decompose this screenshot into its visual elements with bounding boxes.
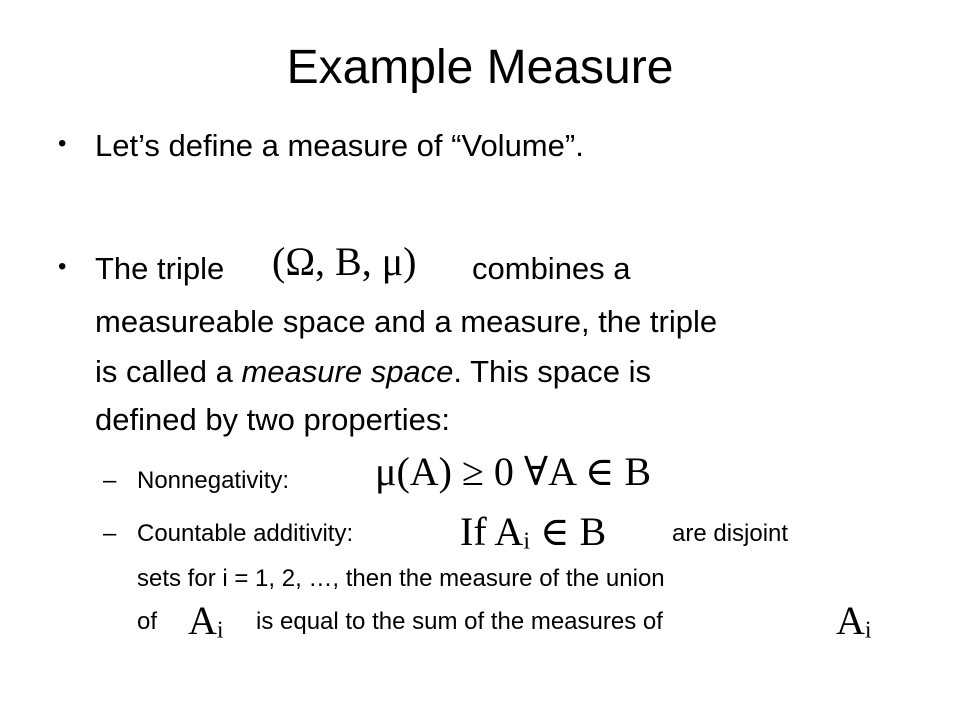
measure-space-term: measure space	[241, 354, 454, 389]
bullet-dot: •	[58, 253, 67, 280]
math-ai-first: Aᵢ	[188, 598, 224, 643]
sub-bullet-dash: –	[103, 520, 117, 547]
math-if-clause: If Aᵢ ∈ B	[460, 509, 607, 554]
bullet-2-line4: defined by two properties:	[95, 402, 450, 437]
countable-additivity-line3-pre: of	[137, 608, 158, 635]
sub-bullet-dash: –	[103, 467, 117, 494]
bullet-2-line3-post: . This space is	[453, 354, 651, 389]
bullet-2-line3-pre: is called a	[95, 354, 242, 389]
bullet-1-text: Let’s define a measure of “Volume”.	[95, 128, 584, 163]
countable-additivity-label: Countable additivity:	[137, 520, 354, 547]
countable-additivity-line3-mid: is equal to the sum of the measures of	[256, 608, 663, 635]
nonnegativity-label: Nonnegativity:	[137, 467, 290, 494]
math-ai-second: Aᵢ	[836, 598, 872, 643]
slide-title: Example Measure	[286, 41, 674, 94]
math-triple: (Ω, B, μ)	[272, 239, 417, 284]
bullet-2-pre: The triple	[95, 251, 225, 286]
bullet-2-line3	[95, 352, 651, 392]
countable-additivity-post: are disjoint	[672, 520, 789, 547]
bullet-2-line2: measureable space and a measure, the triple	[95, 304, 718, 339]
bullet-dot: •	[58, 130, 67, 157]
math-nonnegativity: μ(A) ≥ 0 ∀A ∈ B	[375, 449, 652, 494]
countable-additivity-line2: sets for i = 1, 2, …, then the measure of the union	[137, 565, 665, 592]
bullet-2-post: combines a	[472, 251, 631, 286]
